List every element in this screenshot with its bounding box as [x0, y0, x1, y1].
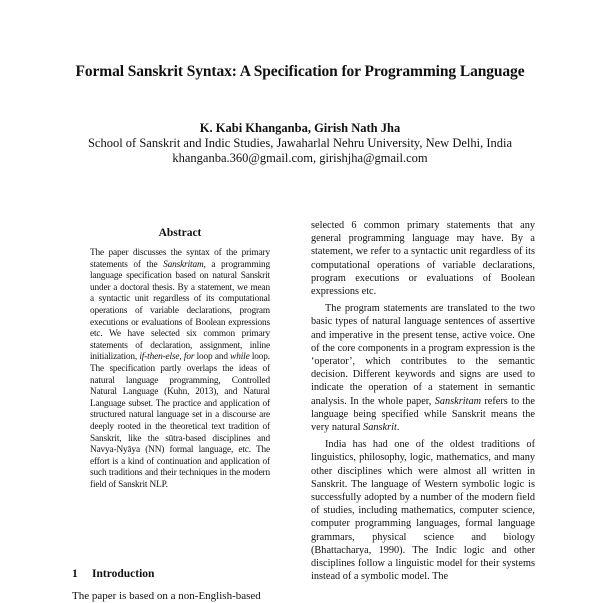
introduction-text: The paper is based on a non-English-based — [72, 590, 261, 602]
paragraph: India has had one of the oldest traditions of linguistics, philosophy, logic, mathematics, and many other disciplines which were almost all written in Sanskrit. The language of Western symbolic logic is successfully adopted by a number of the modern field of studies, including mathematics, computer science, computer programming languages, formal language grammars, physical science and biology (Bhattacharya, 1990). The Indic logic and other disciplines follow a linguistic model for their systems instead of a symbolic model. The — [311, 439, 535, 583]
paper-title: Formal Sanskrit Syntax: A Specification for Programming Language — [75, 63, 525, 80]
abstract-heading: Abstract — [158, 227, 202, 239]
introduction-heading — [72, 568, 154, 580]
paragraph: selected 6 common primary statements that any general programming language may have. By a statement, we refer to a syntactic unit regardless of its computational operations of variable declarations, program executions or evaluations of Boolean expressions etc. — [311, 220, 535, 298]
author-emails: khanganba.360@gmail.com, girishjha@gmail.com — [172, 151, 428, 165]
section-title: Introduction — [92, 568, 155, 580]
right-column — [311, 219, 535, 583]
paper-authors: K. Kabi Khanganba, Girish Nath Jha — [199, 121, 401, 135]
author-affiliation: School of Sanskrit and Indic Studies, Jawaharlal Nehru University, New Delhi, India — [87, 136, 513, 150]
abstract-body: The paper discusses the syntax of the primary statements of the Sanskritam, a programming language specification based on natural Sanskrit under a doctoral thesis. By a statement, we mean a syntactic unit regardless of its computational operations of variable declarations, program executions or evaluations of Boolean expressions etc. We have selected six common primary statements of declaration, assignment, inline initialization, if-then-else, for loop and while loop. The specification partly overlaps the ideas of natural language programming, Controlled Natural Language (Kuhn, 2013), and Natural Language subset. The practice and application of structured natural language set in a discourse are deeply rooted in the theoretical text tradition of Sanskrit, like the sūtra-based disciplines and Navya-Nyāya (NN) formal language, etc. The effort is a kind of continuation and application of such traditions and their techniques in the modern field of Sanskrit NLP. — [90, 248, 270, 490]
paragraph: The program statements are translated to the two basic types of natural language sentences of assertive and imperative in the present tense, active voice. One of the core components in a program expression is the ‘operator’, which contributes to the semantic decision. Different keywords and signs are used to indicate the operation of a statement in semantic analysis. In the whole paper, Sanskritam refers to the language being specified while Sanskrit means the very natural Sanskrit. — [311, 303, 536, 434]
section-number: 1 — [72, 568, 78, 580]
